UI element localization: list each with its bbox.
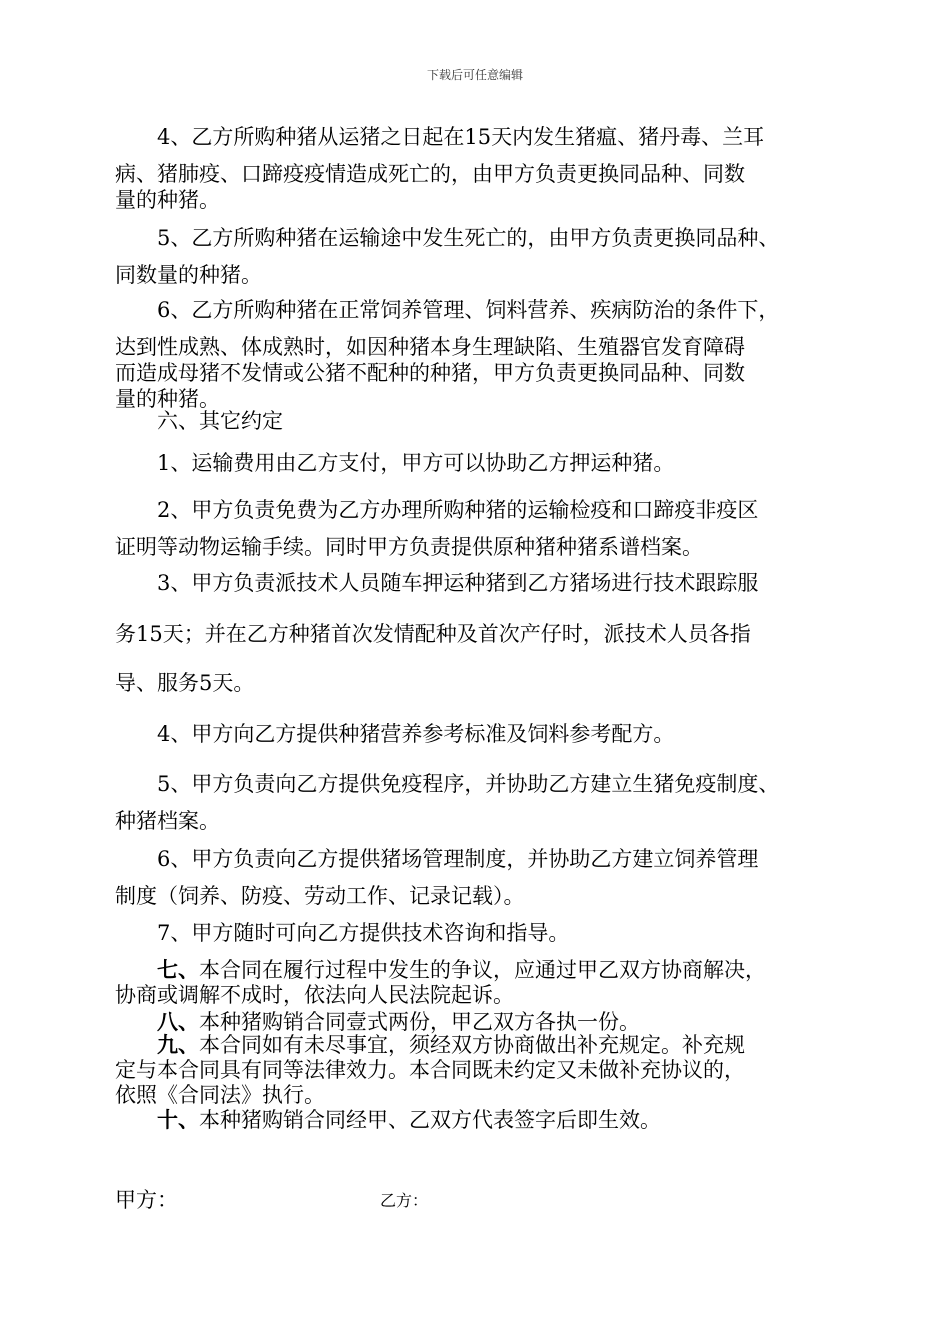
section-9: 九、本合同如有未尽事宜，须经双方协商做出补充规定。补充规 定与本合同具有同等法律效力。本合同既未约定又未做补充协议的， 依照《合同法》执行。 — [115, 1032, 745, 1107]
party-a-signature: 甲方： — [115, 1188, 178, 1212]
clause-5-4: 4、乙方所购种猪从运猪之日起在15天内发生猪瘟、猪丹毒、兰耳 病、猪肺疫、口蹄疫疫情造成死亡的，由甲方负责更换同品种、同数 量的种猪。 — [115, 125, 765, 212]
clause-5-5: 5、乙方所购种猪在运输途中发生死亡的，由甲方负责更换同品种、 同数量的种猪。 — [115, 226, 780, 287]
section-6-heading: 六、其它约定 — [157, 409, 283, 433]
clause-6-5: 5、甲方负责向乙方提供免疫程序，并协助乙方建立生猪免疫制度、 种猪档案。 — [115, 772, 780, 833]
party-b-signature: 乙方： — [380, 1191, 429, 1210]
section-10: 十、本种猪购销合同经甲、乙双方代表签字后即生效。 — [157, 1107, 661, 1132]
clause-5-6: 6、乙方所购种猪在正常饲养管理、饲料营养、疾病防治的条件下， 达到性成熟、体成熟时，如因种猪本身生理缺陷、生殖器官发育障碍 而造成母猪不发情或公猪不配种的种猪，甲方负责更换同品种、同数 量的种猪。 — [115, 298, 780, 411]
section-8: 八、本种猪购销合同壹式两份，甲乙双方各执一份。 — [157, 1009, 640, 1034]
clause-6-7: 7、甲方随时可向乙方提供技术咨询和指导。 — [157, 921, 570, 945]
section-7: 七、本合同在履行过程中发生的争议，应通过甲乙双方协商解决， 协商或调解不成时，依法向人民法院起诉。 — [115, 957, 766, 1007]
clause-6-1: 1、运输费用由乙方支付，甲方可以协助乙方押运种猪。 — [157, 451, 675, 475]
clause-6-2: 2、甲方负责免费为乙方办理所购种猪的运输检疫和口蹄疫非疫区 证明等动物运输手续。同时甲方负责提供原种猪种猪系谱档案。 — [115, 498, 759, 559]
clause-6-3: 3、甲方负责派技术人员随车押运种猪到乙方猪场进行技术跟踪服 务15天；并在乙方种猪首次发情配种及首次产仔时，派技术人员各指 导、服务5天。 — [115, 571, 759, 695]
clause-6-6: 6、甲方负责向乙方提供猪场管理制度，并协助乙方建立饲养管理 制度（饲养、防疫、劳动工作、记录记载）。 — [115, 847, 759, 908]
clause-6-4: 4、甲方向乙方提供种猪营养参考标准及饲料参考配方。 — [157, 722, 675, 746]
page-header: 下载后可任意编辑 — [426, 68, 523, 82]
